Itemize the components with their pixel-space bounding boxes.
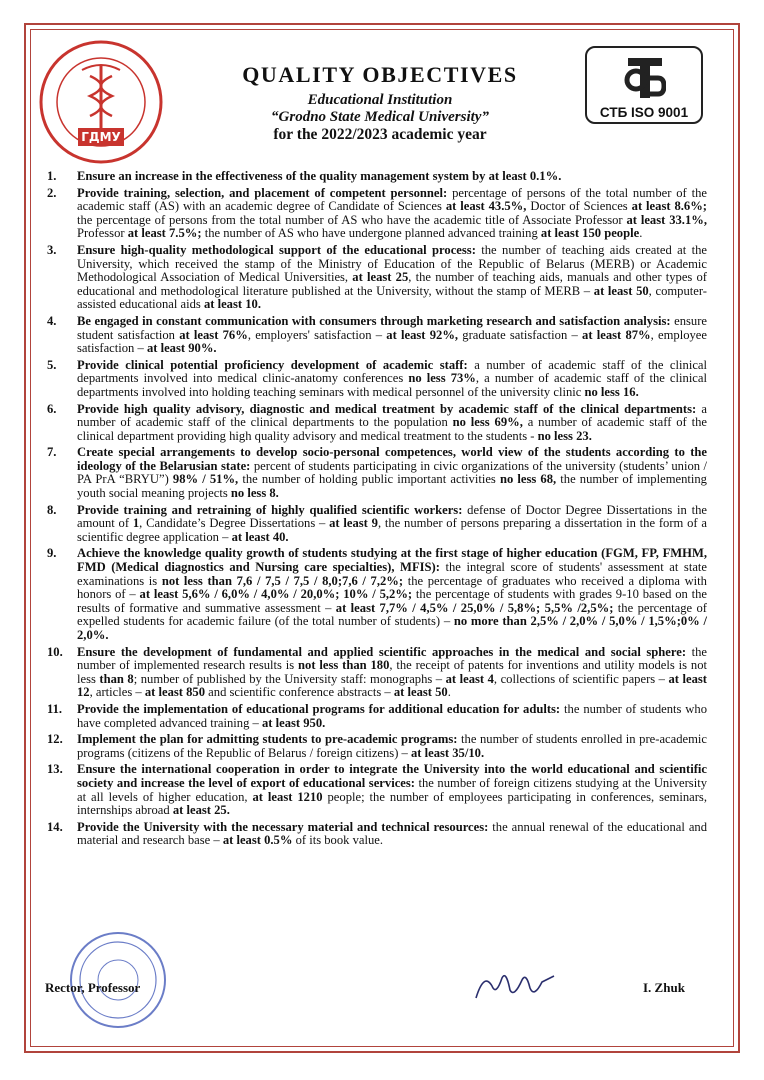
objective-target-text: at least 12: [77, 671, 707, 700]
university-logo: [38, 36, 164, 168]
objective-text: , employers' satisfaction –: [247, 327, 387, 342]
objective-target-text: 98% / 51%,: [172, 472, 239, 487]
objective-target-text: no less 23.: [537, 428, 592, 443]
institution-line-2: “Grodno State Medical University”: [271, 109, 489, 125]
objective-target-text: at least 50: [393, 685, 448, 700]
institution-line-1: Educational Institution: [307, 92, 453, 108]
objective-text: of its book value.: [292, 833, 384, 848]
objective-target-text: 1: [132, 516, 140, 531]
signer-name: I. Zhuk: [643, 980, 685, 995]
objective-target-text: Ensure an increase in the effectiveness of the quality management system by at least 0.1%.: [77, 169, 562, 183]
objective-number: 1.: [47, 169, 57, 183]
objective-target-text: at least 50: [593, 283, 649, 298]
signature-icon: [470, 968, 560, 1004]
objective-target-text: at least 40.: [231, 529, 289, 544]
objective-text: the number of implemented research results is: [77, 644, 707, 673]
objective-target-text: Ensure the international cooperation in order to integrate the University into the world educational and scientific society and increase the level of export of educational services:: [77, 762, 707, 790]
objective-number: 8.: [47, 502, 57, 517]
objective-number: 2.: [47, 185, 57, 200]
objective-text: percent of students participating in civic organizations of the university (students’ union / PA PrA “BRYU”): [77, 458, 708, 487]
objective-text: , employee satisfaction –: [77, 327, 707, 356]
objective-number: 5.: [47, 357, 57, 372]
objective-target-text: Provide clinical potential proficiency development of academic staff:: [77, 357, 468, 372]
objective-text: ; number of published by the University staff: monographs –: [133, 671, 446, 686]
objective-target-text: at least 7.5%;: [127, 226, 202, 241]
objective-text: the percentage of expelled students for academic failure (of the total number of students) –: [77, 600, 707, 629]
objective-text: a number of academic staff of the clinical department providing high quality advisory and medical treatment to the students -: [77, 415, 707, 443]
objective-target-text: no less 69%,: [452, 415, 523, 430]
objective-text: a number of academic staff of the clinical departments to the population: [77, 401, 707, 430]
objective-target-text: at least 5,6% / 6,0% / 4,0% / 20,0%; 10% / 5,2%;: [139, 587, 413, 602]
objective-target-text: Provide the implementation of educational programs for additional education for adults:: [77, 701, 561, 716]
objective-target-text: no less 8.: [230, 486, 279, 501]
objective-text: the number of foreign citizens studying at the University at all levels of higher education,: [77, 775, 707, 804]
objective-target-text: Achieve the knowledge quality growth of students studying at the first stage of higher education (FGM, FP, FMHM, FMD (Medical diagnostics and Nursing care specialties), MFIS):: [77, 546, 707, 575]
objective-text: defense of Doctor Degree Dissertations in the amount of: [77, 502, 707, 531]
objective-text: the percentage of students with grades 9-10 based on the results of formative and summative assessment –: [77, 587, 708, 615]
objective-target-text: at least 25: [352, 270, 409, 285]
objective-number: 7.: [47, 445, 57, 460]
academic-year: for the 2022/2023 academic year: [273, 126, 487, 143]
objective-text: the integral score of students' assessment at state examinations is: [77, 560, 707, 588]
objective-target-text: Provide training and retraining of highly qualified scientific workers:: [77, 502, 463, 517]
objective-target-text: not less than 7,6 / 7,5 / 7,5 / 8,0;7,6 / 7,2%;: [161, 573, 404, 588]
objective-text: , computer-assisted educational aids: [77, 283, 707, 312]
objective-target-text: at least 850: [144, 685, 206, 700]
objective-text: the number of students who have completed advanced training –: [77, 701, 707, 730]
objective-target-text: not less than 180: [298, 658, 390, 673]
objective-text: .: [639, 226, 643, 241]
objective-target-text: Provide high quality advisory, diagnostic and medical treatment by academic staff of the clinical departments:: [77, 401, 697, 416]
stb-emblem-icon: [624, 52, 666, 102]
objective-text: the number of AS who have undergone planned advanced training: [201, 226, 541, 241]
objective-item: [45, 763, 707, 817]
objective-target-text: than 8: [99, 671, 134, 686]
objective-target-text: at least 92%,: [386, 327, 459, 342]
objective-target-text: at least 4: [445, 671, 494, 686]
objective-item: [45, 244, 707, 312]
objective-number: 11.: [47, 701, 63, 716]
objectives-list: [45, 170, 707, 851]
objective-text: the number of students enrolled in pre-academic programs (citizens of the Republic of Belarus / foreign citizens) –: [77, 732, 707, 760]
objective-item: [45, 403, 707, 444]
objective-number: 13.: [47, 762, 63, 777]
objective-text: a number of academic staff of the clinical departments involved into medical clinic-anatomy conferences: [77, 357, 707, 386]
objective-item: [45, 646, 707, 700]
objective-text: Professor: [77, 226, 128, 241]
objective-target-text: Provide the University with the necessary material and technical resources:: [77, 819, 489, 834]
document-title: QUALITY OBJECTIVES: [242, 62, 518, 87]
objective-item: [45, 733, 707, 760]
objective-number: 9.: [47, 546, 57, 561]
objective-target-text: Be engaged in constant communication with consumers through marketing research and satisfaction analysis:: [77, 313, 671, 328]
objective-target-text: Implement the plan for admitting students to pre-academic programs:: [77, 732, 458, 747]
objective-target-text: no less 73%: [408, 371, 476, 386]
objective-target-text: no more than 2,5% / 2,0% / 5,0% / 1,5%;0% / 2,0%.: [77, 614, 707, 642]
objective-item: [45, 187, 707, 241]
objective-target-text: Create special arrangements to develop socio-personal competences, world view of the students according to the ideology of the Belarusian state:: [77, 445, 707, 473]
objective-item: [45, 547, 707, 642]
objective-item: [45, 446, 707, 500]
objective-target-text: at least 87%: [582, 327, 651, 342]
objective-target-text: at least 25.: [172, 803, 230, 818]
objective-target-text: at least 35/10.: [410, 745, 485, 760]
stb-iso-logo: [585, 46, 703, 124]
objective-text: .: [447, 685, 451, 700]
objective-text: the number of teaching aids created at the University, which received the stamp of the Ministry of Education of the Republic of Belarus (MERB) or Academic Methodological Association of Medical Universities,: [77, 242, 707, 285]
objective-target-text: at least 10.: [203, 297, 261, 312]
objective-item: [45, 703, 707, 730]
objective-text: the percentage of persons from the total number of AS who have the academic title of Associate Professor: [77, 212, 627, 227]
objective-item: [45, 170, 707, 184]
objective-target-text: no less 68,: [499, 472, 557, 487]
objective-target-text: no less 16.: [584, 384, 639, 399]
objective-text: and scientific conference abstracts –: [205, 685, 394, 700]
objective-target-text: Provide training, selection, and placement of competent personnel:: [77, 185, 448, 200]
objective-text: , the number of teaching aids, manuals and other types of educational and methodological literature published at the University, without the stamp of MERB –: [77, 270, 707, 298]
objective-target-text: at least 43.5%,: [445, 199, 527, 214]
objective-item: [45, 359, 707, 400]
objective-text: graduate satisfaction –: [458, 327, 583, 342]
objective-target-text: at least 9: [329, 516, 378, 531]
objective-text: the number of implementing youth social meaning projects: [77, 472, 707, 501]
objective-text: , the receipt of patents for inventions and utility models is not less: [77, 658, 707, 686]
objective-text: , Candidate’s Degree Dissertations –: [139, 516, 330, 531]
objective-number: 3.: [47, 242, 57, 257]
objective-number: 14.: [47, 819, 63, 834]
objective-text: , articles –: [89, 685, 145, 700]
objective-item: [45, 504, 707, 545]
objective-text: , a number of academic staff of the clinical departments involved into holding teaching seminars with medical personnel of the university clinic: [77, 371, 707, 399]
stb-iso-label: СТБ ISO 9001: [599, 105, 689, 120]
objective-target-text: at least 8.6%;: [631, 199, 707, 214]
objective-text: , the number of persons preparing a dissertation in the form of a scientific degree application –: [77, 516, 707, 544]
objective-target-text: at least 76%: [179, 327, 248, 342]
objective-number: 4.: [47, 313, 57, 328]
logo-abbreviation: ГДМУ: [81, 130, 121, 144]
objective-text: the annual renewal of the educational and material and research base –: [77, 819, 708, 848]
objective-text: people; the number of employees participating in conferences, seminars, internships abroad: [77, 789, 707, 818]
objective-target-text: Ensure high-quality methodological support of the educational process:: [77, 242, 476, 257]
objective-text: the number of holding public important activities: [238, 472, 500, 487]
objective-text: Doctor of Sciences: [526, 199, 632, 214]
document-header: [190, 62, 570, 144]
objective-target-text: at least 33.1%,: [626, 212, 707, 227]
objective-target-text: at least 90%.: [146, 341, 217, 356]
objective-target-text: Ensure the development of fundamental and applied scientific approaches in the medical and social sphere:: [77, 644, 687, 659]
objective-target-text: at least 7,7% / 4,5% / 25,0% / 5,8%; 5,5% /2,5%;: [335, 600, 614, 615]
objective-target-text: at least 0.5%: [222, 833, 293, 848]
objective-number: 12.: [47, 732, 63, 747]
objective-number: 10.: [47, 644, 63, 659]
objective-text: , collections of scientific papers –: [493, 671, 669, 686]
objective-target-text: at least 150 people: [540, 226, 640, 241]
objective-item: [45, 315, 707, 356]
caduceus-logo-icon: [38, 36, 164, 168]
objective-text: the percentage of graduates who received a diploma with honors of –: [77, 573, 707, 602]
rector-title: Rector, Professor: [45, 980, 141, 995]
objective-target-text: at least 1210: [252, 789, 323, 804]
objective-target-text: at least 950.: [261, 715, 326, 730]
objective-text: ensure student satisfaction: [77, 313, 707, 342]
objective-text: percentage of persons of the total number of the academic staff (AS) with an academic degree of Candidate of Sciences: [77, 185, 707, 214]
objective-number: 6.: [47, 401, 57, 416]
objective-item: [45, 821, 707, 848]
